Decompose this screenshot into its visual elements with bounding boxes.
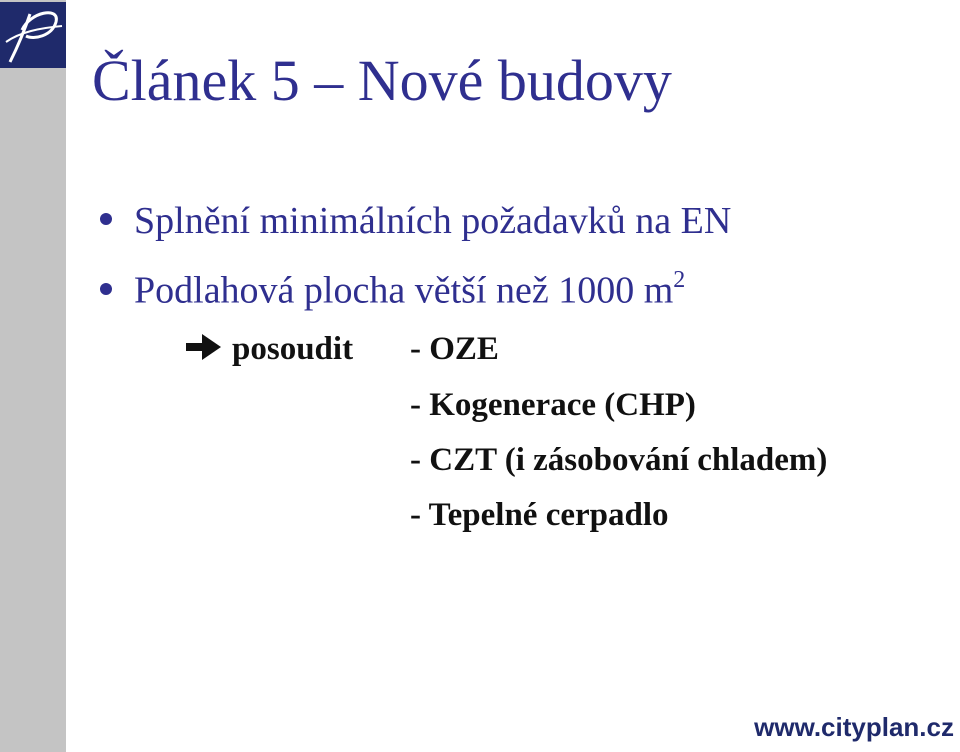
superscript: 2 bbox=[673, 267, 686, 293]
cityplan-logo-icon bbox=[0, 2, 66, 68]
bullet-text: Podlahová plocha větší než 1000 m bbox=[134, 269, 674, 312]
bullet-item-requirements bbox=[100, 202, 731, 240]
action-item-chp: - Kogenerace (CHP) bbox=[410, 387, 696, 423]
bullet-item-floor-area bbox=[100, 267, 686, 312]
slide-title: Článek 5 – Nové budovy bbox=[92, 48, 672, 113]
bullet-icon bbox=[100, 283, 112, 295]
right-arrow-icon bbox=[186, 333, 222, 366]
bullet-icon bbox=[100, 213, 112, 225]
action-label: posoudit bbox=[232, 331, 354, 367]
footer-website: www.cityplan.cz bbox=[754, 712, 954, 742]
action-item-heat-pump: - Tepelné cerpadlo bbox=[410, 497, 669, 533]
left-sidebar-strip bbox=[0, 0, 66, 752]
action-item-oze: - OZE bbox=[410, 331, 499, 367]
bullet-text: Splnění minimálních požadavků na EN bbox=[134, 200, 732, 242]
action-item-czt: - CZT (i zásobování chladem) bbox=[410, 442, 828, 478]
